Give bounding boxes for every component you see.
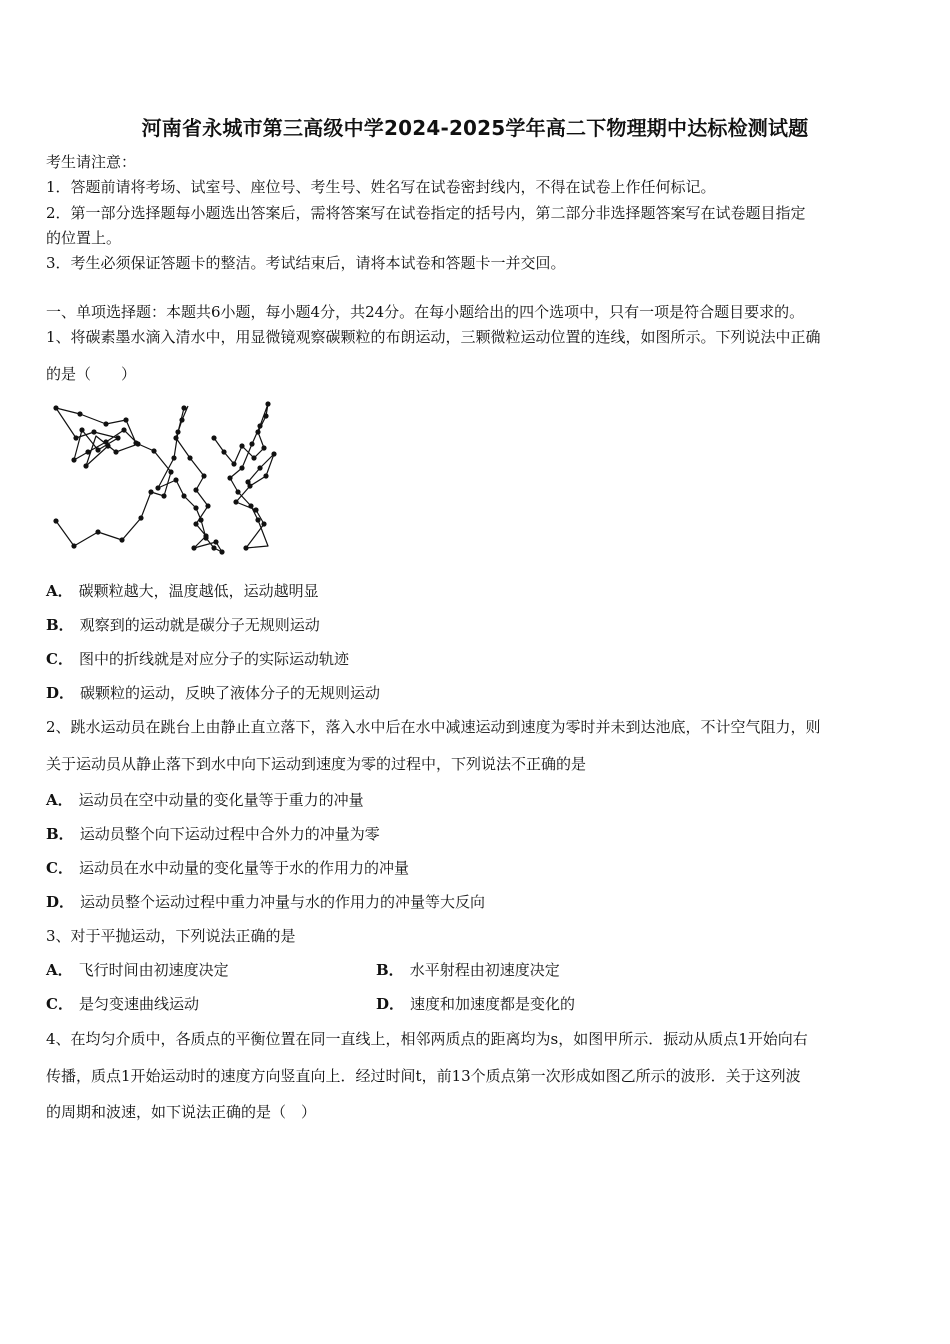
q1-option-d: D． 碳颗粒的运动，反映了液体分子的无规则运动: [46, 684, 381, 702]
brownian-motion-figure: [46, 396, 286, 566]
q1-stem: 1、将碳素墨水滴入清水中，用显微镜观察碳颗粒的布朗运动，三颗微粒运动位置的连线，如图所示。下列说法中正确: [46, 328, 821, 346]
particle-path-2: [158, 406, 222, 552]
q1-option-b: B． 观察到的运动就是碳分子无规则运动: [46, 616, 320, 634]
notice-item-2-cont: 的位置上。: [46, 229, 122, 247]
q4-stem-cont-2: 的周期和波速，如下说法正确的是（ ）: [46, 1103, 317, 1121]
page-title: 河南省永城市第三高级中学2024-2025学年高二下物理期中达标检测试题: [141, 116, 809, 140]
notice-item-1: 1．答题前请将考场、试室号、座位号、考生号、姓名写在试卷密封线内，不得在试卷上作任何标记。: [46, 178, 716, 196]
q2-option-d: D． 运动员整个运动过程中重力冲量与水的作用力的冲量等大反向: [46, 893, 486, 911]
q1-stem-cont: 的是（ ）: [46, 365, 137, 383]
q2-option-b: B． 运动员整个向下运动过程中合外力的冲量为零: [46, 825, 380, 843]
notice-heading: 考生请注意：: [46, 153, 137, 171]
q2-stem-cont: 关于运动员从静止落下到水中向下运动到速度为零的过程中，下列说法不正确的是: [46, 755, 587, 773]
section-heading: 一、单项选择题：本题共6小题，每小题4分，共24分。在每小题给出的四个选项中，只有一项是符合题目要求的。: [46, 303, 805, 321]
q3-option-b: B． 水平射程由初速度决定: [376, 961, 560, 979]
q4-stem-cont-1: 传播，质点1开始运动时的速度方向竖直向上．经过时间t，前13个质点第一次形成如图乙所示的波形．关于这列波: [46, 1067, 801, 1085]
q2-option-a: A． 运动员在空中动量的变化量等于重力的冲量: [46, 791, 364, 809]
q2-option-c: C． 运动员在水中动量的变化量等于水的作用力的冲量: [46, 859, 409, 877]
q3-option-a: A． 飞行时间由初速度决定: [46, 961, 229, 979]
q4-stem: 4、在均匀介质中，各质点的平衡位置在同一直线上，相邻两质点的距离均为s，如图甲所示．振动从质点1开始向右: [46, 1030, 808, 1048]
q1-option-a: A． 碳颗粒越大，温度越低，运动越明显: [46, 582, 319, 600]
notice-item-3: 3．考生必须保证答题卡的整洁。考试结束后，请将本试卷和答题卡一并交回。: [46, 254, 566, 272]
q2-stem: 2、跳水运动员在跳台上由静止直立落下，落入水中后在水中减速运动到速度为零时并未到达池底，不计空气阻力，则: [46, 718, 821, 736]
q3-option-d: D． 速度和加速度都是变化的: [376, 995, 576, 1013]
q3-stem: 3、对于平抛运动，下列说法正确的是: [46, 927, 296, 945]
particle-path-1: [56, 408, 171, 546]
q3-option-c: C． 是匀变速曲线运动: [46, 995, 199, 1013]
notice-item-2: 2．第一部分选择题每小题选出答案后，需将答案写在试卷指定的括号内，第二部分非选择题答案写在试卷题目指定: [46, 204, 806, 222]
q1-option-c: C． 图中的折线就是对应分子的实际运动轨迹: [46, 650, 349, 668]
